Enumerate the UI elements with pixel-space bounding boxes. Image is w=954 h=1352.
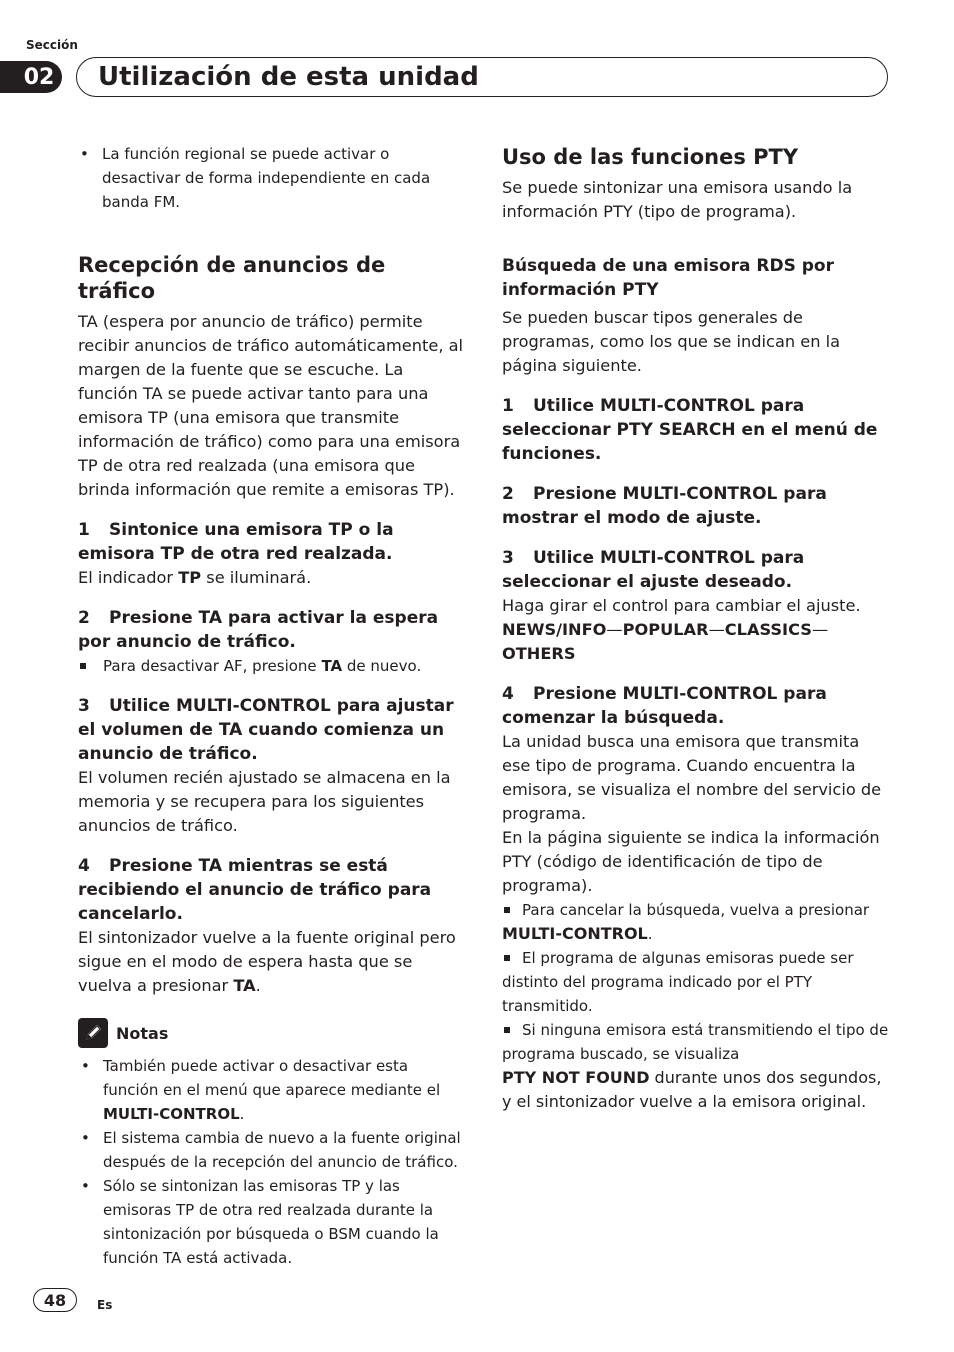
dash: —: [606, 620, 623, 639]
step-text: Utilice MULTI-CONTROL para seleccionar PTY SEARCH en el menú de funciones.: [502, 396, 878, 464]
step-number: 1: [78, 520, 90, 540]
text: se iluminará.: [201, 568, 312, 587]
left-column: [78, 142, 465, 1270]
section-label: Sección: [26, 38, 78, 52]
dash: —: [811, 620, 829, 639]
step-text: Utilice MULTI-CONTROL para seleccionar el ajuste deseado.: [502, 548, 805, 592]
left-step-2-note: [78, 654, 465, 678]
right-note-2: [502, 946, 892, 1018]
text: El indicador: [78, 568, 179, 587]
pty-options: [502, 618, 892, 666]
right-column: [502, 142, 892, 1114]
square-bullet-icon: [504, 955, 510, 961]
language-code: Es: [97, 1298, 113, 1312]
option-news-info: NEWS/INFO: [502, 620, 607, 639]
pty-not-found-label: PTY NOT FOUND: [502, 1068, 650, 1087]
notes-label: Notas: [116, 1023, 169, 1043]
note-item: • Sólo se sintonizan las emisoras TP y las emisoras TP de otra red realzada durante la sintonización por búsqueda o BSM cuando la función TA está activada.: [78, 1174, 465, 1270]
left-step-4: [78, 854, 465, 926]
left-step-2: [78, 606, 465, 654]
step-text: Utilice MULTI-CONTROL para ajustar el volumen de TA cuando comienza un anuncio de tráfico.: [78, 696, 454, 764]
right-step-4: [502, 682, 892, 730]
right-step-4-body-1: La unidad busca una emisora que transmita ese tipo de programa. Cuando encuentra la emisora, se visualiza el nombre del servicio de programa.: [502, 732, 882, 823]
notes-list: [78, 1054, 465, 1270]
left-step-1-body: [78, 566, 465, 590]
step-number: 3: [78, 696, 90, 716]
step-number: 1: [502, 396, 514, 416]
right-step-3-body: Haga girar el control para cambiar el ajuste.: [502, 596, 861, 615]
step-number: 2: [502, 484, 514, 504]
note-item: [78, 1054, 465, 1126]
text: .: [255, 976, 261, 995]
square-bullet-icon: [504, 907, 510, 913]
notes-header: [78, 1018, 465, 1048]
right-note-1: [502, 898, 892, 946]
step-text: Presione MULTI-CONTROL para mostrar el modo de ajuste.: [502, 484, 827, 528]
step-text: Presione TA para activar la espera por anuncio de tráfico.: [78, 608, 439, 652]
step-number: 3: [502, 548, 514, 568]
text: Para cancelar la búsqueda, vuelva a presionar: [522, 901, 870, 919]
option-others: OTHERS: [502, 644, 576, 663]
step-text: Presione MULTI-CONTROL para comenzar la búsqueda.: [502, 684, 827, 728]
intro-bullet: • La función regional se puede activar o desactivar de forma independiente en cada banda FM.: [77, 142, 465, 214]
step-number: 4: [502, 684, 514, 704]
right-step-1: [502, 394, 892, 466]
step-text: Sintonice una emisora TP o la emisora TP de otra red realzada.: [78, 520, 394, 564]
pty-sub-intro: Se pueden buscar tipos generales de programas, como los que se indican en la página siguiente.: [502, 308, 841, 375]
pty-subheading: Búsqueda de una emisora RDS por información PTY: [502, 256, 834, 300]
ta-label: TA: [321, 657, 343, 675]
page-number: 48: [33, 1288, 77, 1312]
option-popular: POPULAR: [622, 620, 709, 639]
step-text: Presione TA mientras se está recibiendo el anuncio de tráfico para cancelarlo.: [78, 856, 432, 924]
pty-heading: Uso de las funciones PTY: [502, 145, 799, 169]
text: .: [647, 925, 653, 943]
pty-intro: Se puede sintonizar una emisora usando la información PTY (tipo de programa).: [502, 178, 853, 221]
left-step-1: [78, 518, 465, 566]
square-bullet-icon: [504, 1027, 510, 1033]
pencil-icon: [78, 1018, 108, 1048]
step-number: 4: [78, 856, 90, 876]
option-classics: CLASSICS: [724, 620, 812, 639]
text: También puede activar o desactivar esta función en el menú que aparece mediante el: [103, 1057, 441, 1099]
left-step-3-body: El volumen recién ajustado se almacena en la memoria y se recupera para los siguientes anuncios de tráfico.: [78, 768, 451, 835]
intro-bullet-list: [78, 142, 465, 214]
right-step-2: [502, 482, 892, 530]
left-step-3: [78, 694, 465, 766]
step-number: 2: [78, 608, 90, 628]
note-item: • El sistema cambia de nuevo a la fuente original después de la recepción del anuncio de tráfico.: [78, 1126, 465, 1174]
text: de nuevo.: [342, 657, 422, 675]
text: El sintonizador vuelve a la fuente original pero sigue en el modo de espera hasta que se vuelva a presionar: [78, 928, 456, 995]
right-note-3: [502, 1018, 892, 1114]
traffic-paragraph: TA (espera por anuncio de tráfico) permite recibir anuncios de tráfico automáticamente, al margen de la fuente que se escuche. La función TA se puede activar tanto para una emisora TP (una emisora que transmite información de tráfico) como para una emisora TP de otra red realzada (una emisora que brinda información que remite a emisoras TP).: [78, 312, 464, 499]
left-step-4-body: [78, 926, 465, 998]
page-title: Utilización de esta unidad: [98, 62, 479, 92]
dash: —: [708, 620, 725, 639]
text: Para desactivar AF, presione: [103, 657, 322, 675]
multi-control-label: MULTI-CONTROL: [502, 924, 648, 943]
text: .: [239, 1105, 245, 1123]
text: El programa de algunas emisoras puede ser distinto del programa indicado por el PTY transmitido.: [502, 949, 854, 1015]
section-number-badge: 02: [0, 61, 62, 93]
ta-label: TA: [233, 976, 256, 995]
text: Si ninguna emisora está transmitiendo el tipo de programa buscado, se visualiza: [502, 1021, 889, 1063]
text: durante unos dos segundos, y el sintonizador vuelve a la emisora original.: [502, 1068, 882, 1111]
multi-control-label: MULTI-CONTROL: [103, 1105, 240, 1123]
right-step-4-body-2: En la página siguiente se indica la información PTY (código de identificación de tipo de programa).: [502, 828, 880, 895]
right-step-3: [502, 546, 892, 594]
tp-indicator-label: TP: [178, 568, 202, 587]
traffic-heading: Recepción de anuncios de tráfico: [78, 253, 386, 303]
